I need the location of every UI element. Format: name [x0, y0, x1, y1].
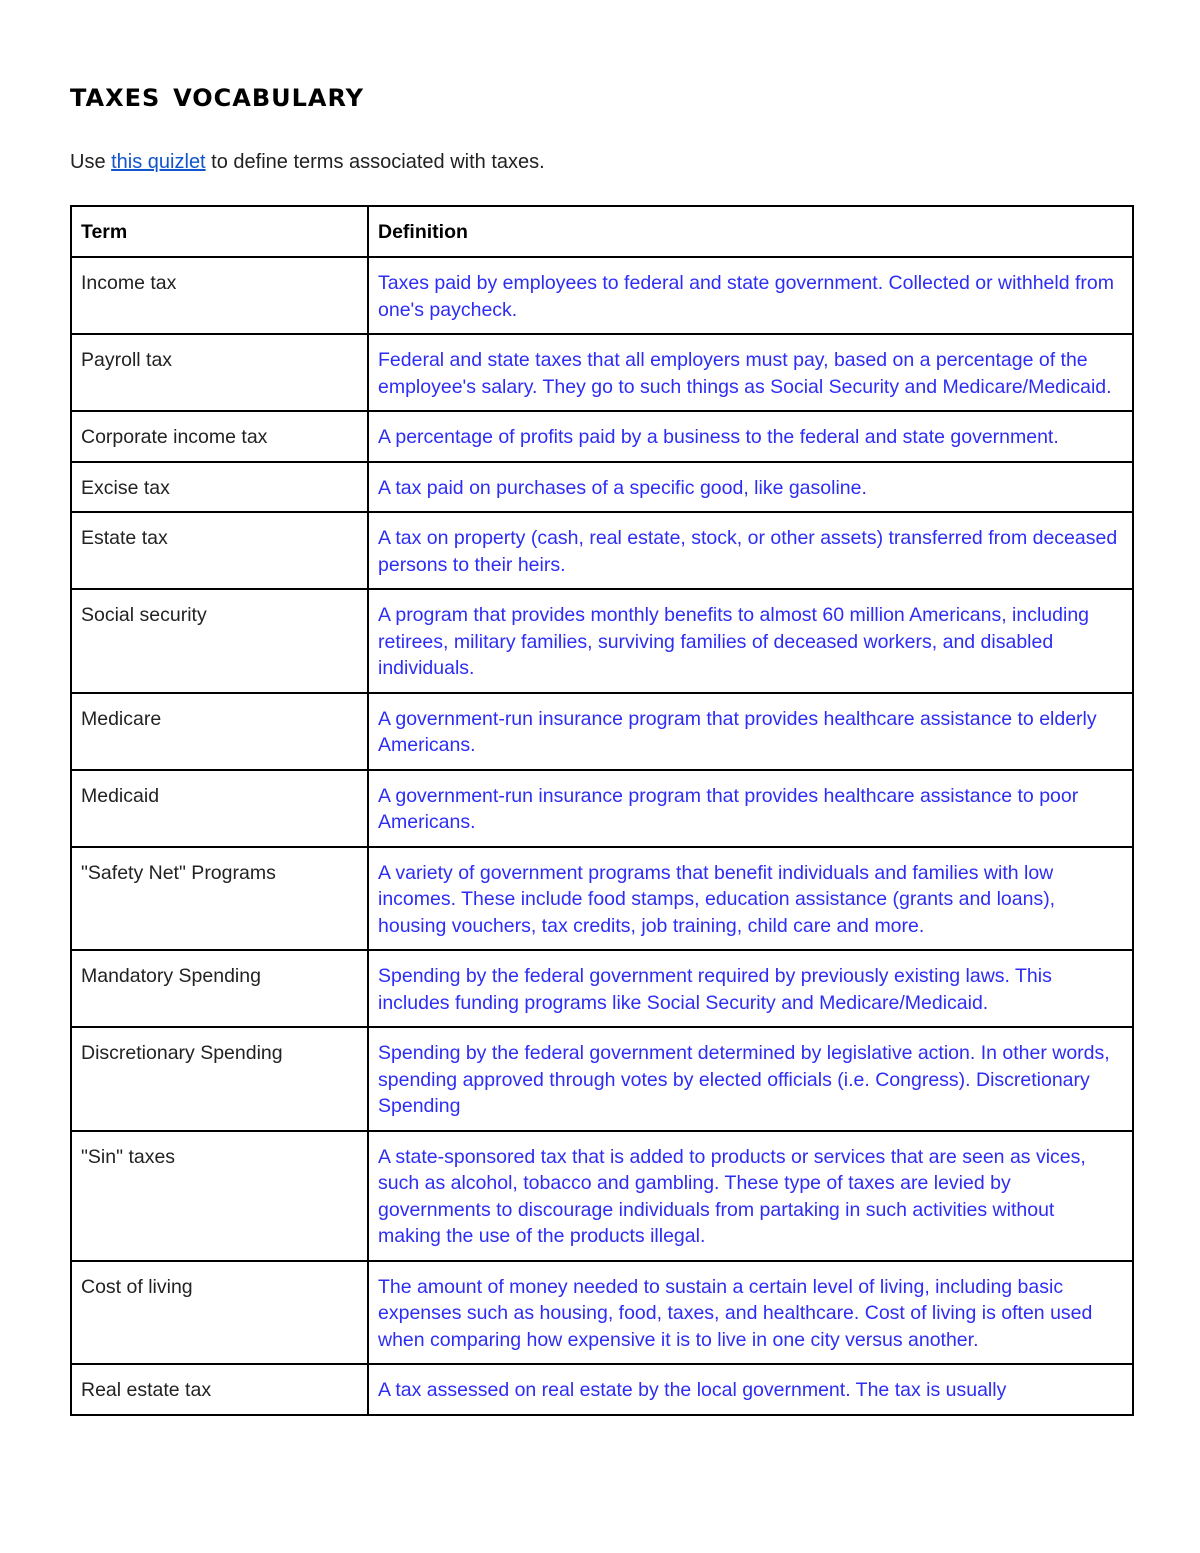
table-header-row	[71, 206, 1133, 257]
definition-cell: Taxes paid by employees to federal and state government. Collected or withheld from one's paycheck.	[368, 257, 1133, 334]
definition-cell: A tax paid on purchases of a specific good, like gasoline.	[368, 462, 1133, 513]
definition-cell: A government-run insurance program that provides healthcare assistance to poor Americans.	[368, 770, 1133, 847]
table-row	[71, 1261, 1133, 1365]
term-cell: Discretionary Spending	[71, 1027, 368, 1131]
intro-text	[70, 148, 545, 176]
intro-prefix: Use	[70, 151, 112, 173]
definition-cell: A variety of government programs that benefit individuals and families with low incomes. These include food stamps, education assistance (grants and loans), housing vouchers, tax credits, job training, child care and more.	[368, 847, 1133, 951]
term-cell: Excise tax	[71, 462, 368, 513]
header-definition: Definition	[368, 206, 1133, 257]
definition-cell: A state-sponsored tax that is added to products or services that are seen as vices, such as alcohol, tobacco and gambling. These type of taxes are levied by governments to discourage individuals from partaking in such activities without making the use of the products illegal.	[368, 1131, 1133, 1261]
table-row	[71, 1364, 1133, 1415]
quizlet-link[interactable]: this quizlet	[111, 151, 206, 173]
intro-suffix: to define terms associated with taxes.	[205, 151, 545, 173]
definition-cell: Federal and state taxes that all employers must pay, based on a percentage of the employee's salary. They go to such things as Social Security and Medicare/Medicaid.	[368, 334, 1133, 411]
term-cell: Cost of living	[71, 1261, 368, 1365]
term-cell: Real estate tax	[71, 1364, 368, 1415]
table-row	[71, 334, 1133, 411]
term-cell: Medicare	[71, 693, 368, 770]
table-row	[71, 462, 1133, 513]
term-cell: Income tax	[71, 257, 368, 334]
table-row	[71, 1027, 1133, 1131]
definition-cell: Spending by the federal government determined by legislative action. In other words, spending approved through votes by elected officials (i.e. Congress). Discretionary Spending	[368, 1027, 1133, 1131]
term-cell: Social security	[71, 589, 368, 693]
term-cell: Payroll tax	[71, 334, 368, 411]
term-cell: Medicaid	[71, 770, 368, 847]
table-row	[71, 411, 1133, 462]
page-title: taxes vocabulary	[70, 75, 365, 115]
table-row	[71, 512, 1133, 589]
definition-cell: Spending by the federal government required by previously existing laws. This includes funding programs like Social Security and Medicare/Medicaid.	[368, 950, 1133, 1027]
definition-cell: A government-run insurance program that provides healthcare assistance to elderly Americans.	[368, 693, 1133, 770]
term-cell: "Sin" taxes	[71, 1131, 368, 1261]
definition-cell: A program that provides monthly benefits to almost 60 million Americans, including retirees, military families, surviving families of deceased workers, and disabled individuals.	[368, 589, 1133, 693]
table-row	[71, 257, 1133, 334]
vocabulary-table	[70, 205, 1134, 1416]
definition-cell: The amount of money needed to sustain a certain level of living, including basic expenses such as housing, food, taxes, and healthcare. Cost of living is often used when comparing how expensive it is to live in one city versus another.	[368, 1261, 1133, 1365]
definition-cell: A tax on property (cash, real estate, stock, or other assets) transferred from deceased persons to their heirs.	[368, 512, 1133, 589]
table-row	[71, 1131, 1133, 1261]
table-row	[71, 770, 1133, 847]
term-cell: "Safety Net" Programs	[71, 847, 368, 951]
term-cell: Mandatory Spending	[71, 950, 368, 1027]
table-row	[71, 589, 1133, 693]
term-cell: Estate tax	[71, 512, 368, 589]
definition-cell: A percentage of profits paid by a business to the federal and state government.	[368, 411, 1133, 462]
term-cell: Corporate income tax	[71, 411, 368, 462]
table-row	[71, 950, 1133, 1027]
definition-cell: A tax assessed on real estate by the local government. The tax is usually	[368, 1364, 1133, 1415]
table-row	[71, 693, 1133, 770]
header-term: Term	[71, 206, 368, 257]
table-row	[71, 847, 1133, 951]
